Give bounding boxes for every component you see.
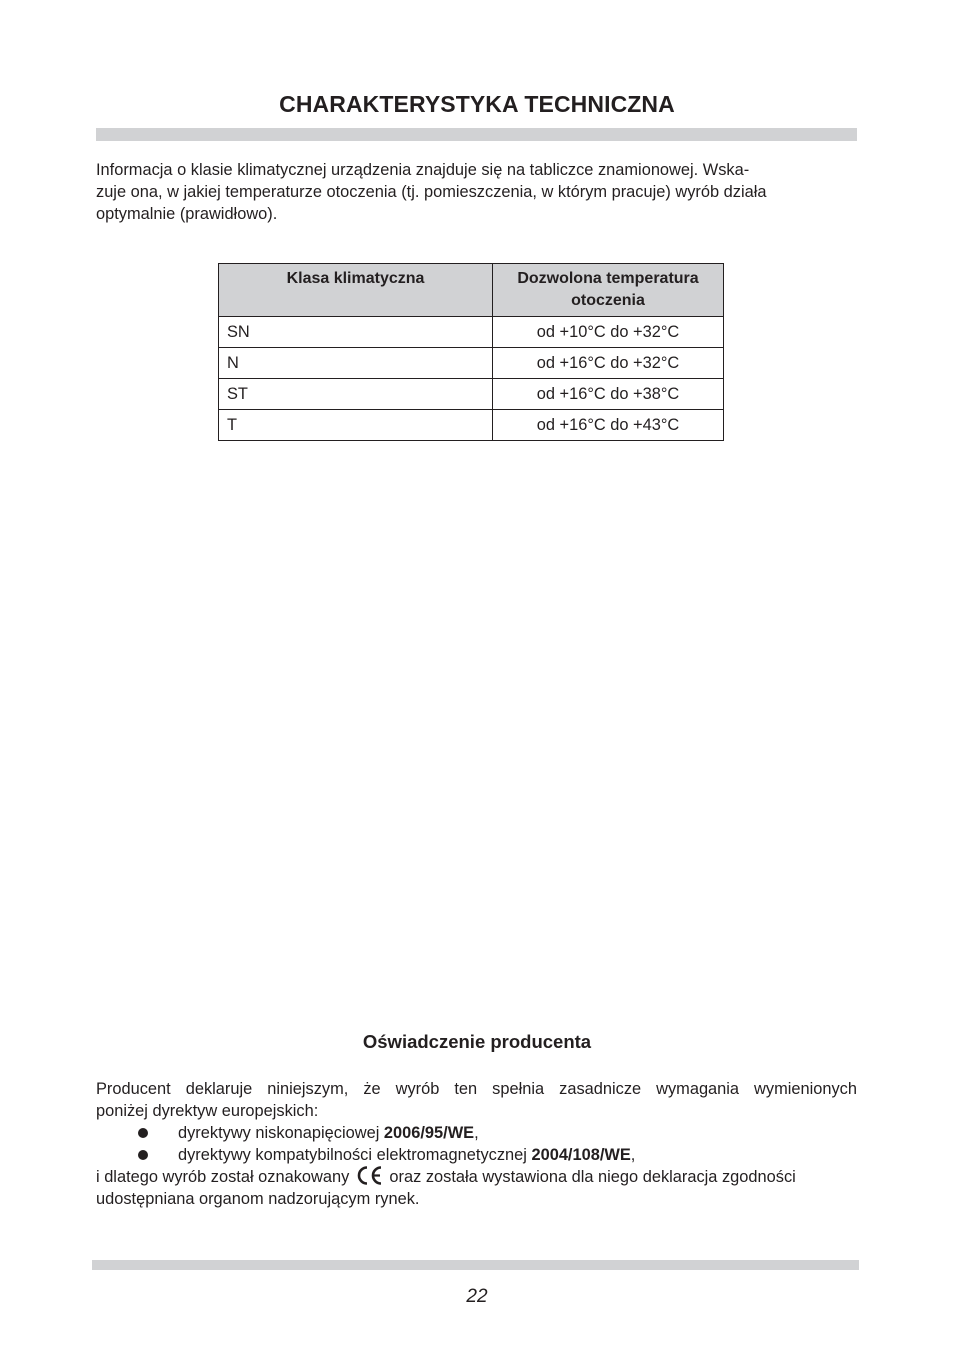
directive-code: 2004/108/WE	[531, 1146, 631, 1164]
directive-suffix: ,	[474, 1124, 479, 1142]
table-row	[219, 348, 724, 379]
directive-suffix: ,	[630, 1146, 636, 1164]
bullet-icon	[138, 1128, 148, 1138]
temperature-range-cell: od +16°C do +32°C	[493, 348, 724, 379]
header-climate-class: Klasa klimatyczna	[219, 264, 493, 317]
directive-text: dyrektywy niskonapięciowej	[178, 1124, 384, 1142]
climate-class-cell: N	[219, 348, 493, 379]
intro-paragraph	[96, 159, 858, 225]
header-allowed-temperature: Dozwolona temperatura otoczenia	[493, 264, 724, 317]
intro-line: Informacja o klasie klimatycznej urządzenia znajduje się na tabliczce znamionowej. Wska-	[96, 161, 750, 179]
title-divider	[96, 128, 857, 141]
closing-text-before-mark: i dlatego wyrób został oznakowany	[96, 1168, 350, 1186]
climate-class-table	[218, 263, 724, 441]
declaration-paragraph	[96, 1078, 857, 1210]
temperature-range-cell: od +16°C do +38°C	[493, 379, 724, 410]
directive-list-item	[96, 1144, 857, 1166]
page-title: CHARAKTERYSTYKA TECHNICZNA	[279, 91, 675, 117]
temperature-range-cell: od +10°C do +32°C	[493, 317, 724, 348]
directive-code: 2006/95/WE	[383, 1124, 475, 1142]
climate-class-cell: T	[219, 410, 493, 441]
ce-mark-icon	[356, 1166, 383, 1185]
climate-class-cell: SN	[219, 317, 493, 348]
table-row	[219, 379, 724, 410]
declaration-closing-line: udostępniana organom nadzorującym rynek.	[96, 1190, 420, 1208]
directive-list-item	[96, 1122, 857, 1144]
temperature-range-cell: od +16°C do +43°C	[493, 410, 724, 441]
closing-text-after-mark: oraz została wystawiona dla niego deklaracja zgodności	[389, 1168, 796, 1186]
declaration-closing-line	[96, 1166, 857, 1188]
climate-class-cell: ST	[219, 379, 493, 410]
table-row	[219, 410, 724, 441]
bullet-icon	[138, 1150, 148, 1160]
footer-divider	[92, 1260, 859, 1270]
directive-text: dyrektywy kompatybilności elektromagnetycznej	[178, 1146, 532, 1164]
table-header-row	[219, 264, 724, 317]
declaration-heading: Oświadczenie producenta	[362, 1031, 592, 1052]
intro-line: zuje ona, w jakiej temperaturze otoczenia (tj. pomieszczenia, w którym pracuje) wyrób działa	[96, 183, 767, 201]
declaration-intro-line: Producent deklaruje niniejszym, że wyrób ten spełnia zasadnicze wymagania wymienionych	[96, 1080, 857, 1098]
page-number: 22	[466, 1286, 488, 1307]
table-row	[219, 317, 724, 348]
intro-line: optymalnie (prawidłowo).	[96, 205, 278, 223]
declaration-intro-line: poniżej dyrektyw europejskich:	[96, 1102, 319, 1120]
